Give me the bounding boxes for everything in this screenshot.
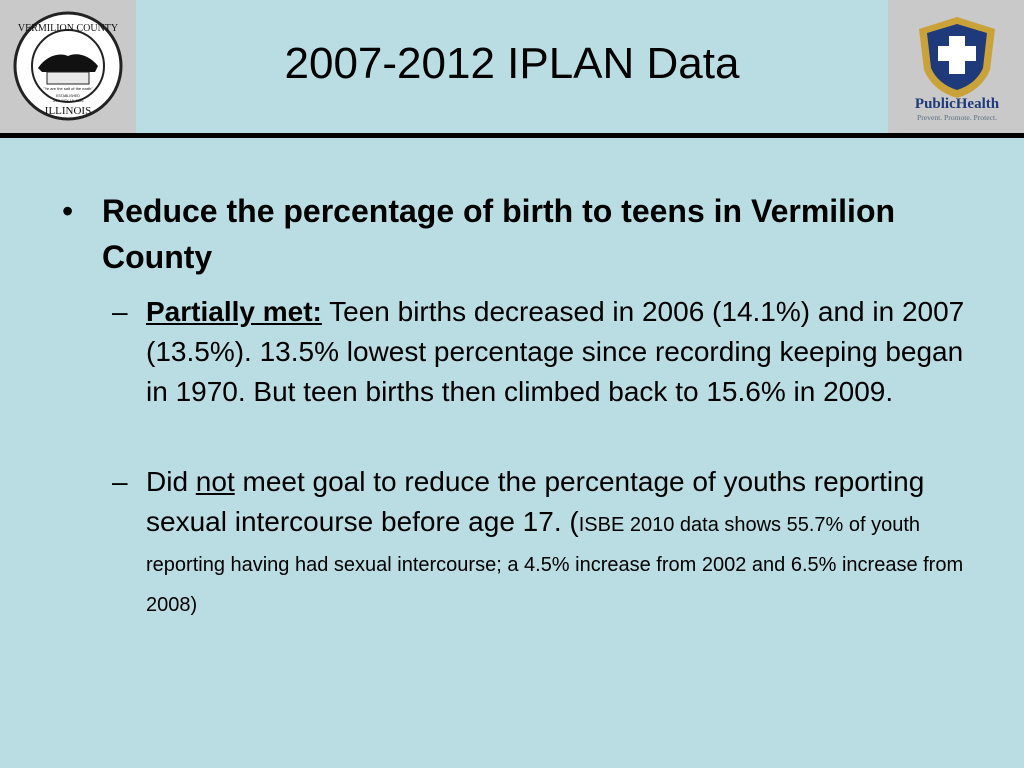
svg-text:ILLINOIS: ILLINOIS: [44, 105, 92, 117]
public-health-logo-icon: [894, 12, 1020, 124]
vermilion-county-seal-icon: [7, 10, 129, 122]
vermilion-county-seal-panel: [0, 0, 136, 133]
svg-text:ESTABLISHED: ESTABLISHED: [56, 94, 80, 98]
not-met-description: meet goal to reduce the percentage of youths reporting sexual intercourse before age 17. (: [146, 466, 925, 537]
not-met-prefix: Did: [146, 466, 196, 497]
isbe-data-note: ISBE 2010 data shows 55.7% of youth reporting having had sexual intercourse; a 4.5% increase from 2002 and 6.5% increase from 2008): [146, 514, 964, 616]
header-divider: [0, 133, 1024, 138]
partially-met-description: Teen births decreased in 2006 (14.1%) and in 2007 (13.5%). 13.5% lowest percentage since recording keeping began in 1970. But teen births then climbed back to 15.6% in 2009.: [146, 296, 965, 407]
dash-bullet-icon: –: [112, 466, 128, 497]
sub-bullet-text: [146, 462, 966, 622]
slide-content: [0, 140, 1024, 768]
page-title: 2007-2012 IPLAN Data: [284, 39, 740, 88]
bullet-point-icon: •: [62, 193, 74, 229]
dash-bullet-icon: –: [112, 296, 128, 327]
svg-text:Prevent. Promote. Protect.: Prevent. Promote. Protect.: [917, 113, 997, 122]
public-health-logo-panel: [888, 0, 1024, 133]
svg-text:VERMILION COUNTY: VERMILION COUNTY: [17, 23, 119, 34]
main-bullet-text: Reduce the percentage of birth to teens in Vermilion County: [102, 193, 896, 275]
svg-text:PublicHealth: PublicHealth: [914, 96, 1000, 112]
partially-met-label: Partially met:: [146, 296, 322, 327]
svg-text:"Ye are the salt of the earth": "Ye are the salt of the earth": [43, 86, 93, 91]
not-met-emphasis: not: [195, 466, 235, 497]
svg-text:JANUARY 18, 1826: JANUARY 18, 1826: [52, 99, 84, 103]
sub-bullet-text: [146, 292, 966, 412]
slide-header: [0, 0, 1024, 133]
